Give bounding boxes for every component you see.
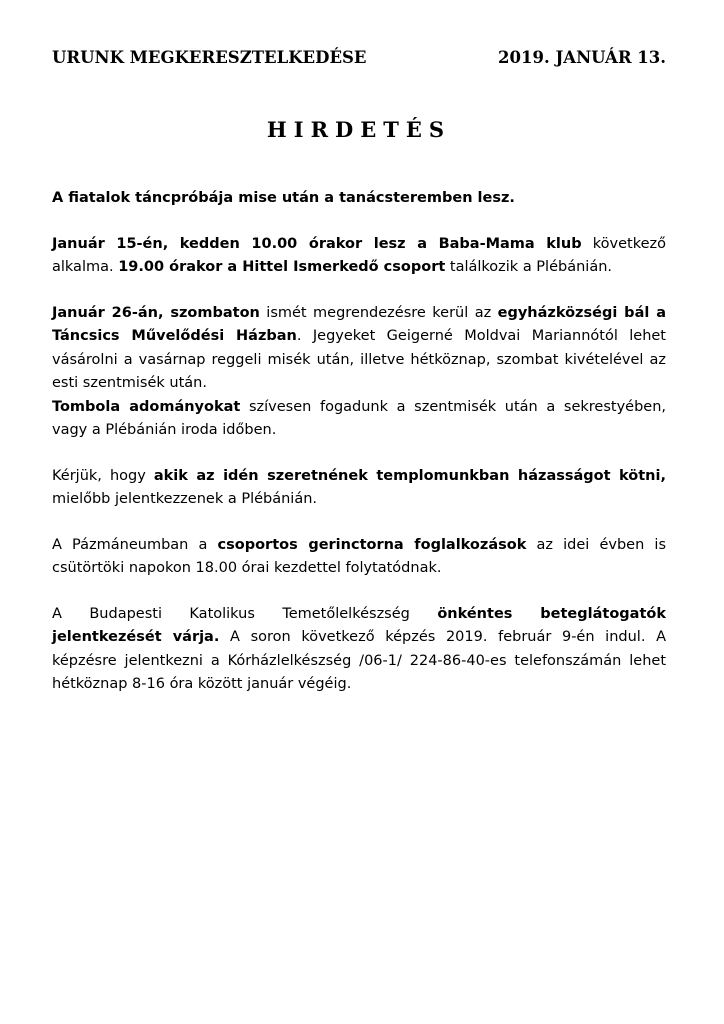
bold-text: csoportos gerinctorna foglalkozások — [217, 536, 527, 553]
body-text: szívesen fogadunk a szentmisék után a sekrestyében, vagy a Plébánián iroda időben. — [52, 398, 667, 438]
header-date: 2019. JANUÁR 13. — [498, 48, 666, 67]
bold-text: egyházközségi bál a Táncsics Művelődési Házban — [52, 304, 666, 344]
bold-text: önkéntes beteglátogatók jelentkezését várja. — [52, 605, 666, 645]
paragraph-gymnastics — [52, 534, 666, 581]
body-text: következő alkalma. — [52, 235, 666, 275]
document-header — [52, 48, 666, 72]
body-text: A Budapesti Katolikus Temetőlelkészség — [52, 605, 438, 622]
body-text: A soron következő képzés 2019. február 9-én indul. A képzésre jelentkezni a Kórházlelkészség /06-1/ 224-86-40-es telefonszámán lehet hétköznap 8-16 óra között január végéig. — [52, 629, 666, 692]
bold-text: Január 26-án, szombaton — [52, 304, 260, 321]
bold-text: 19.00 órakor a Hittel Ismerkedő csoport — [118, 259, 446, 275]
body-text: az idei évben is csütörtöki napokon 18.00 órai kezdettel folytatódnak. — [52, 536, 666, 576]
body-text: találkozik a Plébánián. — [445, 259, 612, 275]
body-text: ismét megrendezésre kerül az — [259, 304, 498, 321]
body-text: Kérjük, hogy — [52, 467, 154, 484]
paragraph-dance-rehearsal — [52, 187, 666, 211]
paragraph-ball — [52, 302, 666, 396]
bold-text: akik az idén szeretnének templomunkban házasságot kötni, — [153, 467, 666, 484]
bold-text: A fiatalok táncpróbája mise után a tanácsteremben lesz. — [52, 190, 515, 206]
document-page — [52, 48, 666, 719]
bold-text: Tombola adományokat — [52, 398, 241, 415]
announcement-body — [52, 187, 666, 697]
paragraph-marriage — [52, 465, 666, 512]
paragraph-clubs — [52, 233, 666, 280]
paragraph-tombola — [52, 396, 666, 443]
body-text: A Pázmáneumban a — [52, 536, 218, 553]
paragraph-volunteers — [52, 603, 666, 697]
header-feast-title: URUNK MEGKERESZTELKEDÉSE — [52, 48, 367, 67]
body-text: . Jegyeket Geigerné Moldvai Mariannótól lehet vásárolni a vasárnap reggeli misék után, illetve hétköznap, szombat kivételével az esti szentmisék után. — [52, 328, 666, 391]
body-text: mielőbb jelentkezzenek a Plébánián. — [52, 491, 318, 507]
page-title: HIRDETÉS — [266, 117, 452, 142]
bold-text: Január 15-én, kedden 10.00 órakor lesz a Baba-Mama klub — [52, 235, 582, 252]
